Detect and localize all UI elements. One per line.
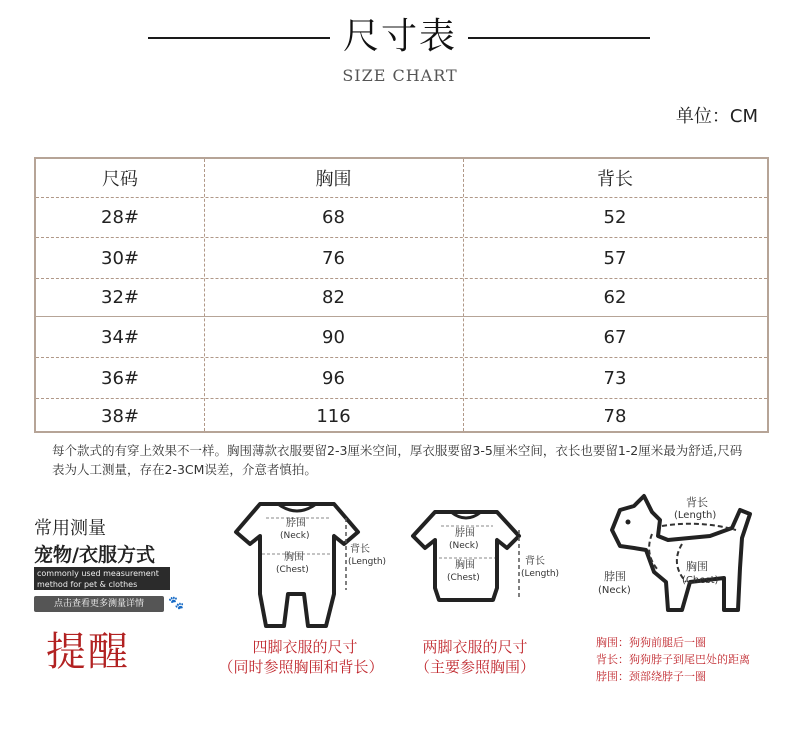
dog-length-en: (Length) (674, 510, 717, 521)
dog-neck-label: 脖围 (604, 570, 626, 583)
chest-cell: 96 (322, 367, 345, 389)
dog-length-label: 背长 (686, 496, 708, 509)
two-leg-length-en: (Length) (521, 569, 560, 579)
guide-english-caption: commonly used measurement method for pet & clothes (34, 567, 170, 590)
more-details-button[interactable]: 点击查看更多测量详情 (34, 596, 164, 612)
unit-label: 单位：CM (675, 106, 758, 127)
paw-icon: 🐾 (168, 596, 185, 611)
guide-heading-1: 常用测量 (34, 518, 106, 539)
size-cell: 32# (101, 287, 139, 308)
four-leg-subcaption: （同时参照胸围和背长） (218, 658, 384, 676)
two-leg-subcaption: （主要参照胸围） (414, 658, 535, 676)
two-leg-garment-diagram (405, 506, 565, 626)
length-cell: 73 (603, 367, 627, 389)
two-leg-chest-en: (Chest) (447, 573, 480, 583)
length-cell: 62 (603, 287, 627, 308)
guide-heading-2: 宠物/衣服方式 (34, 544, 155, 566)
dog-measurement-diagram (590, 490, 770, 630)
four-leg-chest-label: 胸围 (284, 552, 304, 563)
dog-chest-en: (Chest) (682, 575, 719, 586)
table-row (36, 358, 767, 398)
size-cell: 28# (101, 207, 139, 228)
table-row (36, 198, 767, 237)
header-chest: 胸围 (315, 169, 352, 190)
four-leg-length-label: 背长 (350, 544, 370, 555)
four-leg-neck-label: 脖围 (286, 518, 306, 529)
remind-label: 提醒 (46, 629, 130, 675)
chest-cell: 116 (316, 405, 351, 427)
size-table (34, 157, 769, 433)
four-leg-chest-en: (Chest) (276, 565, 309, 575)
four-leg-length-en: (Length) (348, 557, 387, 567)
chest-cell: 76 (322, 247, 345, 269)
length-cell: 67 (603, 326, 627, 348)
chest-cell: 68 (322, 207, 345, 228)
table-header-row (36, 159, 767, 197)
dog-legend-length: 背长：狗狗脖子到尾巴处的距离 (596, 653, 750, 666)
two-leg-neck-en: (Neck) (449, 541, 479, 551)
four-leg-neck-en: (Neck) (280, 531, 310, 541)
four-leg-caption: 四脚衣服的尺寸 (252, 638, 358, 656)
dog-legend-neck: 脖围：颈部绕脖子一圈 (596, 670, 706, 683)
chest-cell: 90 (322, 326, 345, 348)
dog-chest-label: 胸围 (686, 560, 708, 573)
header-length: 背长 (597, 169, 633, 190)
length-cell: 78 (603, 405, 627, 427)
page-subtitle: SIZE CHART (342, 66, 458, 85)
table-row (36, 317, 767, 357)
dog-neck-en: (Neck) (598, 585, 631, 596)
two-leg-neck-label: 脖围 (455, 528, 475, 539)
size-cell: 38# (101, 405, 139, 427)
size-cell: 36# (101, 367, 139, 389)
table-row (36, 238, 767, 278)
header-size: 尺码 (102, 169, 138, 190)
two-leg-caption: 两脚衣服的尺寸 (422, 638, 528, 656)
two-leg-chest-label: 胸围 (455, 560, 475, 571)
chest-cell: 82 (322, 287, 345, 308)
two-leg-length-label: 背长 (525, 556, 545, 567)
page-title: 尺寸表 (342, 16, 457, 57)
fit-note: 每个款式的有穿上效果不一样。胸围薄款衣服要留2-3厘米空间，厚衣服要留3-5厘米空间，衣长也要留1-2厘米最为舒适,尺码表为人工测量，存在2-3CM误差，介意者慎拍。 (52, 443, 743, 477)
dog-legend-chest: 胸围：狗狗前腿后一圈 (596, 636, 706, 649)
size-cell: 34# (101, 326, 139, 348)
four-leg-garment-diagram (222, 496, 392, 634)
table-row (36, 399, 767, 433)
length-cell: 52 (603, 207, 627, 228)
size-cell: 30# (101, 247, 139, 269)
table-row (36, 279, 767, 316)
length-cell: 57 (603, 247, 627, 269)
